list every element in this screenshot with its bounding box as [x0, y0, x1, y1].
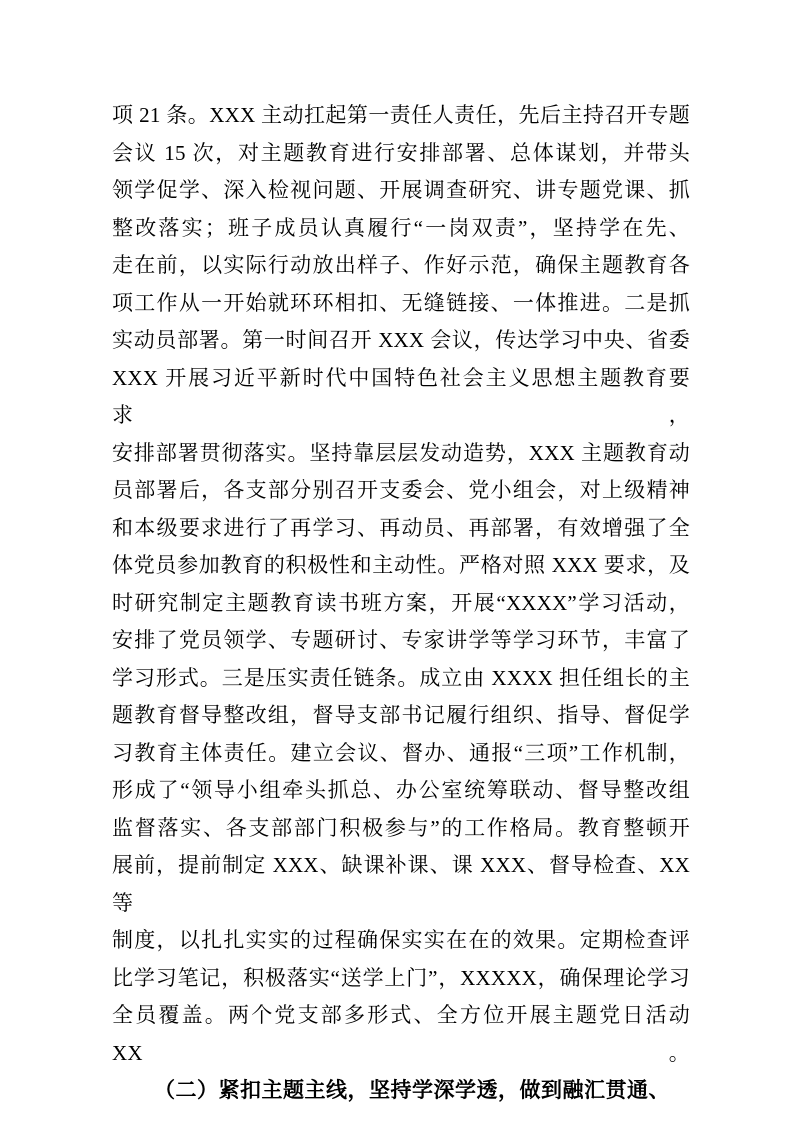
- body-text-line: 形成了“领导小组牵头抓总、办公室统筹联动、督导整改组: [112, 778, 690, 802]
- body-text-line: 题教育督导整改组，督导支部书记履行组织、指导、督促学: [112, 703, 690, 727]
- body-text-line: 全员覆盖。两个党支部多形式、全方位开展主题党日活动 XX。: [112, 1003, 690, 1065]
- body-text-line: 和本级要求进行了再学习、再动员、再部署，有效增强了全: [112, 515, 690, 540]
- body-text-line: 习教育主体责任。建立会议、督办、通报“三项”工作机制，: [112, 740, 690, 765]
- body-text-line: 监督落实、各支部部门积极参与”的工作格局。教育整顿开: [112, 815, 690, 840]
- body-text-line: 比学习笔记，积极落实“送学上门”，XXXXX，确保理论学习: [112, 965, 690, 990]
- body-text-line: XXX 开展习近平新时代中国特色社会主义思想主题教育要求，: [112, 365, 690, 427]
- body-text-line: 学习形式。三是压实责任链条。成立由 XXXX 担任组长的主: [112, 665, 690, 690]
- body-text-line: 整改落实；班子成员认真履行“一岗双责”，坚持学在先、: [112, 215, 690, 240]
- body-text-line: 项工作从一开始就环环相扣、无缝链接、一体推进。二是抓: [112, 290, 690, 315]
- body-text-line: 领学促学、深入检视问题、开展调查研究、讲专题党课、抓: [112, 178, 690, 202]
- body-text-line: 体党员参加教育的积极性和主动性。严格对照 XXX 要求，及: [112, 553, 690, 577]
- body-text-line: 展前，提前制定 XXX、缺课补课、课 XXX、督导检查、XX 等: [112, 853, 690, 915]
- section-heading: （二）紧扣主题主线，坚持学深学透，做到融汇贯通、: [154, 1078, 670, 1102]
- body-text-line: 制度，以扎扎实实的过程确保实实在在的效果。定期检查评: [112, 928, 690, 952]
- body-text-line: 走在前，以实际行动放出样子、作好示范，确保主题教育各: [112, 253, 690, 277]
- body-text-line: 实动员部署。第一时间召开 XXX 会议，传达学习中央、省委: [112, 328, 690, 352]
- document-body: [112, 97, 690, 1110]
- body-text-line: 员部署后，各支部分别召开支委会、党小组会，对上级精神: [112, 478, 690, 502]
- body-text-line: 安排部署贯彻落实。坚持靠层层发动造势，XXX 主题教育动: [112, 440, 690, 465]
- body-text-line: 项 21 条。XXX 主动扛起第一责任人责任，先后主持召开专题: [112, 103, 690, 127]
- body-text-line: 会议 15 次，对主题教育进行安排部署、总体谋划，并带头: [112, 140, 690, 165]
- body-text-line: 时研究制定主题教育读书班方案，开展“XXXX”学习活动，: [112, 590, 690, 615]
- body-text-line: 安排了党员领学、专题研讨、专家讲学等学习环节，丰富了: [112, 628, 690, 652]
